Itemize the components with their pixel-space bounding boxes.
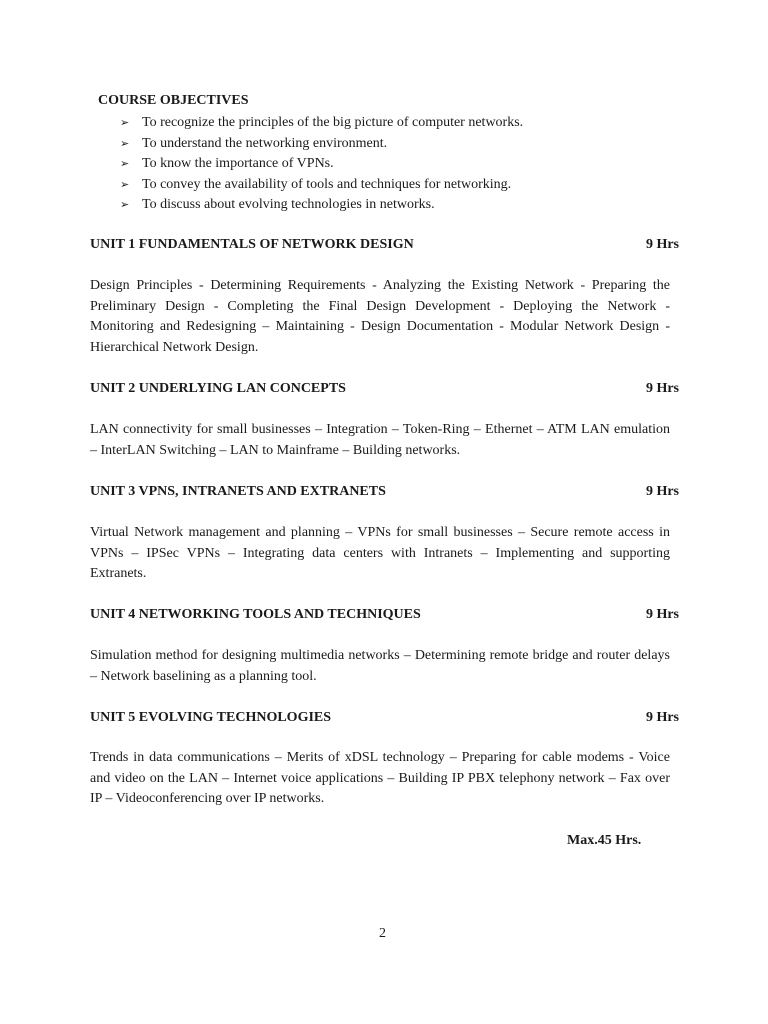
unit-title: UNIT 3 VPNS, INTRANETS AND EXTRANETS: [90, 484, 386, 499]
unit-hours: 9 Hrs: [645, 381, 679, 396]
objective-text: To know the importance of VPNs.: [142, 156, 334, 171]
objective-text: To understand the networking environment.: [142, 135, 388, 151]
page-number: 2: [379, 926, 386, 941]
total-hours: Max.45 Hrs.: [567, 833, 642, 848]
unit-title: UNIT 2 UNDERLYING LAN CONCEPTS: [90, 381, 346, 396]
objective-text: To recognize the principles of the big picture of computer networks.: [142, 115, 524, 130]
unit-2-content: LAN connectivity for small businesses – Integration – Token-Ring – Ethernet – ATM LAN emulation – InterLAN Switching – LAN to Mainframe – Building networks.: [90, 422, 670, 458]
objective-text: To convey the availability of tools and techniques for networking.: [142, 176, 512, 192]
unit-1-content: Design Principles - Determining Requirements - Analyzing the Existing Network - Preparing the Preliminary Design - Completing the Final Design Development - Deploying the Network - Monitoring and Redesigning – Maintaining - Design Documentation - Modular Network Design - Hierarchical Network Design.: [90, 278, 670, 356]
course-objectives-heading: COURSE OBJECTIVES: [98, 93, 249, 108]
objective-item: [120, 195, 523, 216]
objective-item: [120, 113, 523, 134]
unit-4-content: Simulation method for designing multimedia networks – Determining remote bridge and router delays – Network baselining as a planning tool.: [90, 648, 670, 684]
unit-hours: 9 Hrs: [645, 484, 679, 499]
unit-hours: 9 Hrs: [645, 710, 679, 725]
objectives-list: [120, 113, 523, 216]
unit-3-content: Virtual Network management and planning – VPNs for small businesses – Secure remote access in VPNs – IPSec VPNs – Integrating data centers with Intranets – Implementing and supporting Extranets.: [90, 525, 670, 582]
unit-4-heading: [90, 607, 679, 627]
unit-title: UNIT 5 EVOLVING TECHNOLOGIES: [90, 710, 332, 725]
unit-5-heading: [90, 710, 679, 730]
unit-hours: 9 Hrs: [645, 237, 679, 252]
unit-2-heading: [90, 381, 679, 401]
unit-title: UNIT 4 NETWORKING TOOLS AND TECHNIQUES: [90, 607, 421, 622]
unit-title: UNIT 1 FUNDAMENTALS OF NETWORK DESIGN: [90, 237, 414, 252]
arrow-bullet-icon: ➢: [120, 117, 130, 129]
arrow-bullet-icon: ➢: [120, 199, 130, 211]
unit-1-heading: [90, 237, 679, 257]
unit-5-content: Trends in data communications – Merits of xDSL technology – Preparing for cable modems - Voice and video on the LAN – Internet voice applications – Building IP PBX telephony network – Fax over IP – Videoconferencing over IP networks.: [90, 750, 670, 807]
objective-item: [120, 175, 523, 196]
objective-text: To discuss about evolving technologies in networks.: [142, 197, 435, 212]
arrow-bullet-icon: ➢: [120, 178, 130, 191]
arrow-bullet-icon: ➢: [120, 137, 130, 150]
objective-item: [120, 134, 523, 155]
unit-hours: 9 Hrs: [645, 607, 679, 622]
objective-item: [120, 154, 523, 175]
unit-3-heading: [90, 484, 679, 504]
arrow-bullet-icon: ➢: [120, 158, 130, 170]
